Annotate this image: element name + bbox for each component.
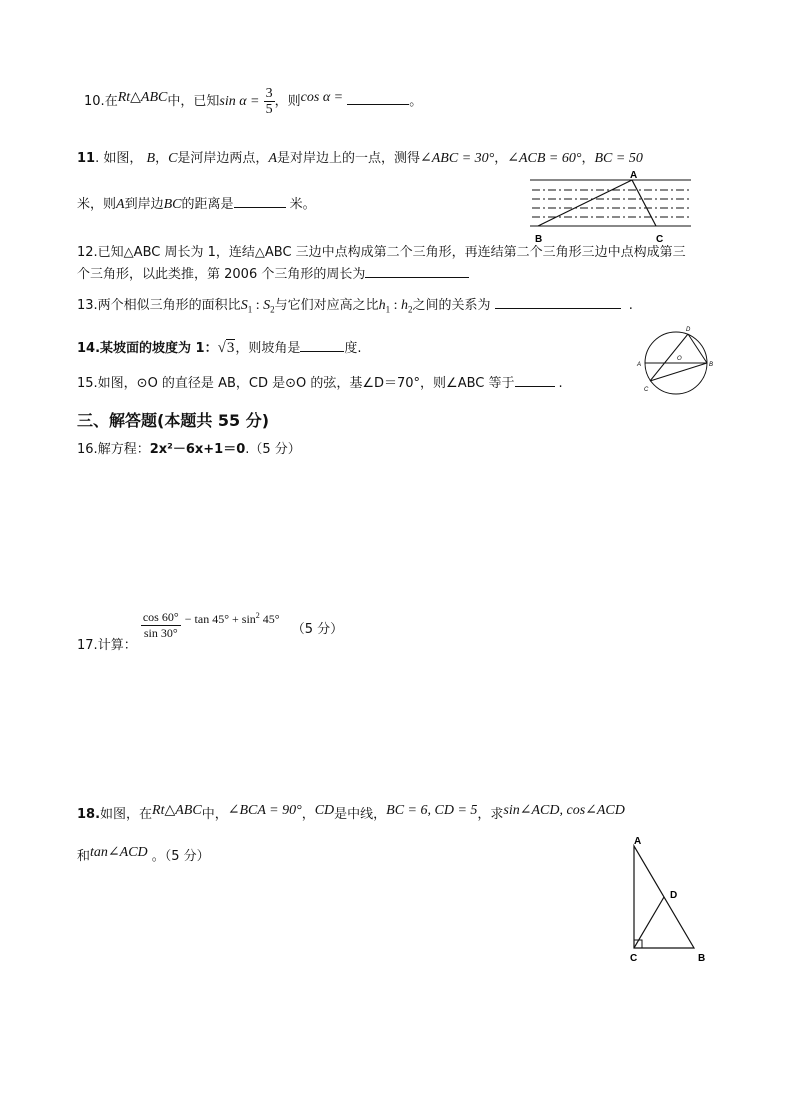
question-number: 10.	[84, 94, 105, 109]
answer-blank[interactable]	[515, 374, 555, 387]
water-lines	[532, 190, 690, 217]
question-13: 13.两个相似三角形的面积比$S_1$ : $S_2$与它们对应高之比$h_1$ : $h_2$之间的关系为 .	[77, 298, 633, 315]
math-rt-abc: Rt△ABC	[117, 90, 168, 105]
circle-figure	[636, 323, 720, 395]
answer-blank[interactable]	[234, 195, 286, 208]
fraction-cos60-sin30: $\frac{\cos 60^\circ}{\sin 30^\circ}$	[142, 610, 179, 640]
question-12: 12.已知△ABC 周长为 1，连结△ABC 三边中点构成第二个三角形，再连结第二个三角形三边中点构成第三	[77, 245, 686, 260]
chord-db	[688, 334, 707, 363]
label-b: B	[709, 362, 714, 368]
segment-ac	[632, 180, 656, 226]
label-a: A	[637, 362, 642, 368]
label-b: B	[535, 234, 543, 245]
label-b: B	[698, 953, 706, 964]
question-14: 14.某坡面的坡度为 1：√3，则坡角是 度.	[77, 340, 362, 356]
question-number: 11	[77, 151, 96, 166]
segment-ab	[538, 180, 632, 226]
section-title: 三、解答题(本题共 55 分)	[77, 411, 270, 430]
label-c: C	[644, 387, 649, 393]
question-12-line2: 个三角形，以此类推，第 2006 个三角形的周长为	[77, 265, 469, 284]
question-17: 17.计算： $\frac{\cos 60^\circ}{\sin 30^\circ}$ − $\tan 45^\circ + \sin^2 45^\circ$ （5 分）	[77, 610, 344, 653]
question-15: 15.如图，⊙O 的直径是 AB，CD 是⊙O 的弦，基∠D＝70°，则∠ABC 等于 .	[77, 376, 563, 391]
question-11-line2: 米，则A到岸边BC的距离是 米。	[77, 197, 316, 212]
label-c: C	[656, 234, 664, 245]
label-d: D	[686, 327, 691, 333]
label-o: O	[677, 356, 682, 362]
answer-blank[interactable]	[347, 92, 409, 105]
label-a: A	[630, 170, 638, 181]
question-11: 11. 如图， B，C是河岸边两点，A是对岸边上的一点，测得∠ABC = 30°，∠ACB = 60°，BC = 50	[77, 151, 643, 166]
answer-blank[interactable]	[495, 296, 621, 309]
label-a: A	[634, 836, 642, 847]
question-10: 10.在Rt△ABC中，已知sin α = $\frac{3}{5}$ ，则cos α = 。	[84, 86, 423, 117]
question-16: 16.解方程：2x²－6x+1＝0.（5 分）	[77, 442, 301, 457]
answer-blank[interactable]	[300, 339, 344, 352]
label-c: C	[630, 953, 638, 964]
answer-blank[interactable]	[365, 265, 469, 278]
question-18: 18.如图，在Rt△ABC中，∠BCA = 90°，CD是中线，BC = 6, CD = 5，求sin∠ACD, cos∠ACD	[77, 803, 625, 822]
sqrt-3: √3	[217, 340, 235, 356]
river-figure	[528, 168, 696, 246]
triangle-figure	[622, 832, 718, 966]
chord-cb	[650, 363, 707, 381]
question-18-line2: 和tan∠ACD 。（5 分）	[77, 845, 210, 864]
fraction-3-5: $\frac{3}{5}$	[265, 86, 273, 117]
label-d: D	[670, 890, 678, 901]
chord-cd	[650, 334, 688, 381]
